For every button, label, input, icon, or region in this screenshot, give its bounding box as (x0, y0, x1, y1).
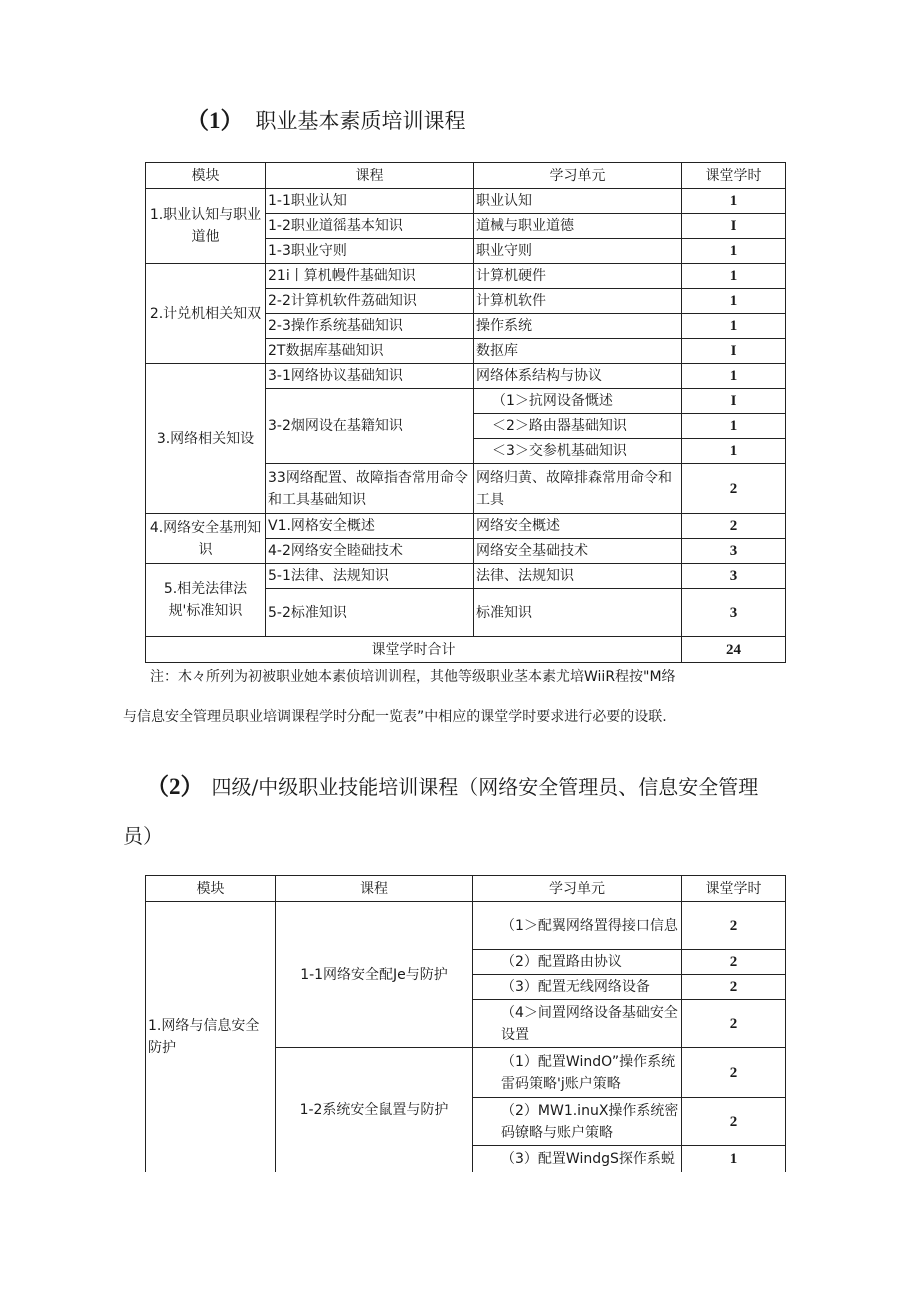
unit-cell: 网络安全基础技术 (474, 539, 682, 564)
section2-title-continued: 员） (123, 824, 163, 848)
header-unit: 学习单元 (473, 876, 682, 902)
course-cell: 2T数据库基础知识 (266, 339, 474, 364)
hours-cell: I (682, 214, 786, 239)
course-cell: 33网络配置、故障指杳常用命令和工具基础知识 (266, 464, 474, 514)
hours-cell: 2 (682, 514, 786, 539)
course-cell: 5-1法律、法规知识 (266, 564, 474, 589)
hours-cell: 3 (682, 564, 786, 589)
unit-cell: （2）配置路由协议 (473, 950, 682, 975)
unit-cell: 标准知识 (474, 589, 682, 637)
hours-cell: I (682, 389, 786, 414)
unit-cell: （3）配置WindgS探作系蜕 (473, 1146, 682, 1172)
hours-cell: 2 (682, 464, 786, 514)
header-course: 课程 (266, 163, 474, 189)
unit-cell: （2）MW1.inuX操作系统密码镣略与账户策略 (473, 1098, 682, 1146)
hours-cell: 1 (682, 239, 786, 264)
section2-number: （2） (146, 774, 204, 799)
unit-cell: 网络体系结构与协议 (474, 364, 682, 389)
unit-cell: （1＞配翼网络置得接口信息 (473, 902, 682, 950)
hours-cell: 1 (682, 189, 786, 214)
unit-cell: 法律、法规知识 (474, 564, 682, 589)
course-cell: 1-1网络安全配Je与防护 (276, 902, 473, 1048)
unit-cell: （1＞抗网设备慨述 (474, 389, 682, 414)
section1-number: （1） (186, 108, 244, 133)
total-value: 24 (682, 637, 786, 663)
course-cell: 3-2烟网设在基籍知识 (266, 389, 474, 464)
unit-cell: 职业守则 (474, 239, 682, 264)
section1-heading (186, 102, 466, 135)
unit-cell: （4＞间置网络设备基础安全设置 (473, 1000, 682, 1048)
unit-cell: （3）配置无线网络设备 (473, 975, 682, 1000)
course-cell: 1-1职业认知 (266, 189, 474, 214)
section2-title: 四级/中级职业技能培训课程（网络安全管理员、信息安全管理 (211, 775, 759, 799)
unit-cell: （1）配置WindO”操作系统雷码策略'j账户策略 (473, 1048, 682, 1098)
unit-cell: ＜2＞路由器基础知识 (474, 414, 682, 439)
hours-cell: 2 (682, 975, 786, 1000)
module-cell: 4.网络安全基刑知识 (146, 514, 266, 564)
unit-cell: 道械与职业道德 (474, 214, 682, 239)
hours-cell: 2 (682, 1000, 786, 1048)
module-cell: 2.计兑机相关知双 (146, 264, 266, 364)
hours-cell: 2 (682, 1048, 786, 1098)
hours-cell: 1 (682, 264, 786, 289)
module-cell: 1.职业认知与职业道他 (146, 189, 266, 264)
unit-cell: 计算机软件 (474, 289, 682, 314)
module-cell: 5.相羌法律法规'标准知识 (146, 564, 266, 637)
hours-cell: 1 (682, 414, 786, 439)
hours-cell: 2 (682, 1098, 786, 1146)
unit-cell: 数抠库 (474, 339, 682, 364)
hours-cell: 3 (682, 589, 786, 637)
hours-cell: 2 (682, 950, 786, 975)
header-module: 模块 (146, 163, 266, 189)
note-line-2: 与信息安全管理员职业培调课程学时分配一览表”中相应的课堂学时要求进行必要的设联. (123, 709, 667, 725)
course-cell: 5-2标准知识 (266, 589, 474, 637)
header-unit: 学习单元 (474, 163, 682, 189)
course-cell: 2-2计算机软件荔础知识 (266, 289, 474, 314)
module-cell: 3.网络相关知设 (146, 364, 266, 514)
unit-cell: ＜3＞交参机基础知识 (474, 439, 682, 464)
hours-cell: I (682, 339, 786, 364)
unit-cell: 职业认知 (474, 189, 682, 214)
header-hours: 课堂学时 (682, 163, 786, 189)
course-cell: 1-2职业道徭基本知识 (266, 214, 474, 239)
module-cell: 1.网络与信息安全防护 (146, 902, 276, 1172)
hours-cell: 2 (682, 902, 786, 950)
section2-heading (146, 768, 758, 801)
course-cell: 3-1网络协议基础知识 (266, 364, 474, 389)
hours-cell: 1 (682, 1146, 786, 1172)
course-cell: 1-3职业守则 (266, 239, 474, 264)
header-hours: 课堂学时 (682, 876, 786, 902)
hours-cell: 1 (682, 314, 786, 339)
header-module: 模块 (146, 876, 276, 902)
unit-cell: 网络安全概述 (474, 514, 682, 539)
course-cell: 21i丨算机幔件基础知识 (266, 264, 474, 289)
header-course: 课程 (276, 876, 473, 902)
hours-cell: 1 (682, 439, 786, 464)
unit-cell: 网络归黄、故障排森常用命令和工具 (474, 464, 682, 514)
total-label: 课堂学时合计 (146, 637, 682, 663)
note-line-1: 注：木々所列为初被职业她本素侦培训训程，其他等级职业茎本素尤培WiiR程按"M络 (150, 669, 676, 685)
course-cell: V1.网格安全概述 (266, 514, 474, 539)
course-cell: 2-3操作系统基础知识 (266, 314, 474, 339)
hours-cell: 1 (682, 364, 786, 389)
course-table-1 (145, 162, 786, 663)
course-table-2 (145, 875, 786, 1172)
course-cell: 4-2网络安全睦础技术 (266, 539, 474, 564)
section1-title: 职业基本素质培训课程 (255, 109, 466, 133)
hours-cell: 3 (682, 539, 786, 564)
unit-cell: 计算机硬件 (474, 264, 682, 289)
course-cell: 1-2系统安全鼠置与防护 (276, 1048, 473, 1172)
hours-cell: 1 (682, 289, 786, 314)
unit-cell: 操作系统 (474, 314, 682, 339)
